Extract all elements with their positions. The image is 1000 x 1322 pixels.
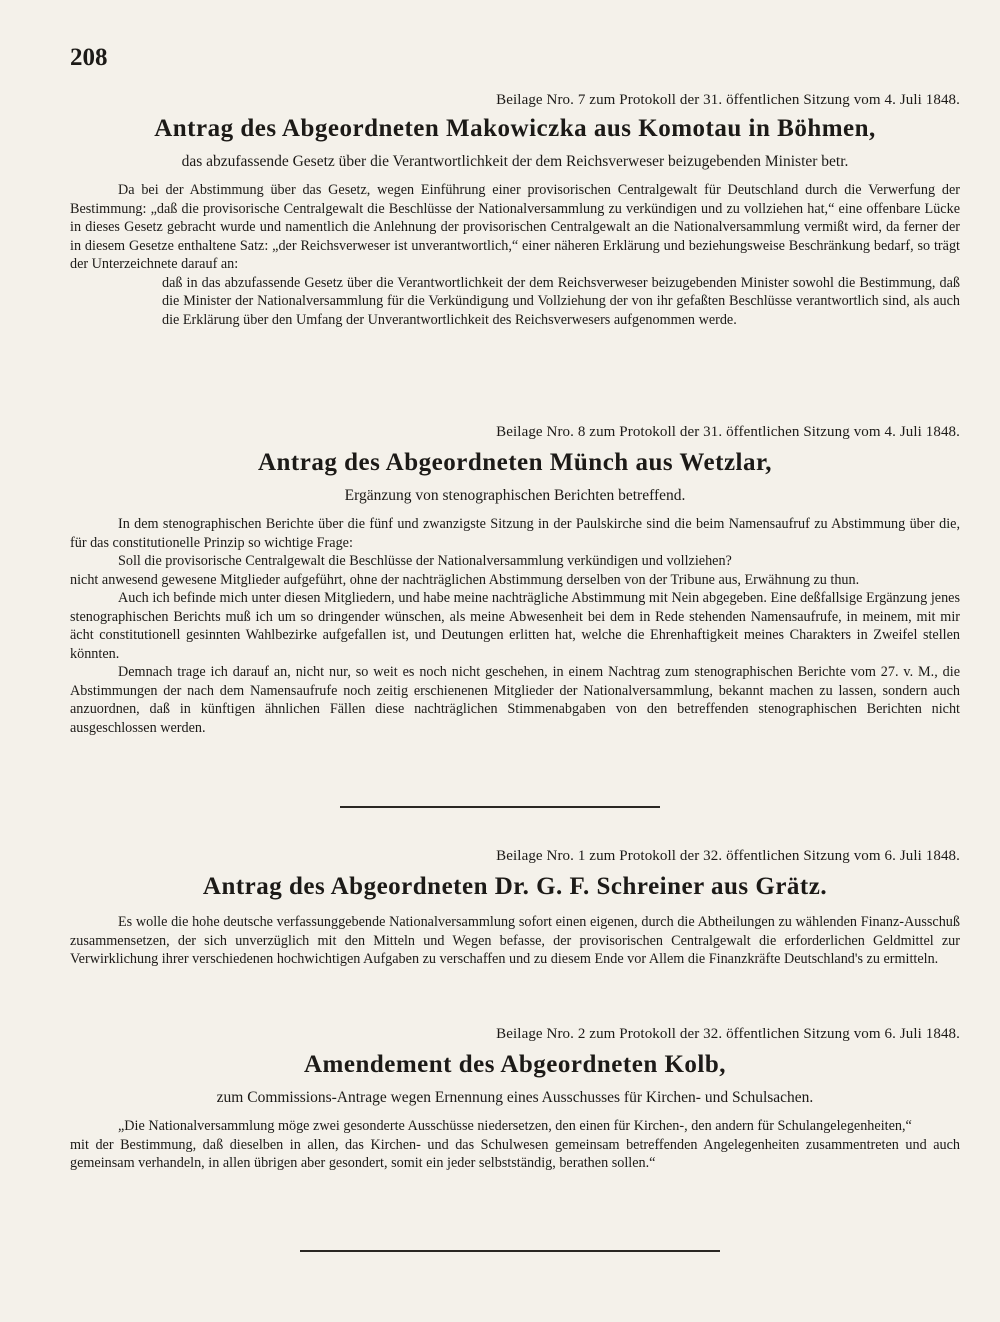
- section-4-title: Amendement des Abgeordneten Kolb,: [303, 1051, 727, 1078]
- paragraph: Es wolle die hohe deutsche verfassunggebende Nationalversammlung sofort einen eigenen, durch die Abtheilungen zu wählenden Finanz-Ausschuß zusammensetzen, der sich unverzüglich mit den Mitteln und Wegen befasse, der provisorischen Centralgewalt die erforderlichen Geldmittel zur Verwirklichung ihrer verschiedenen hochwichtigen Aufgaben zu verschaffen und zu diesem Ende vor Allem die Finanzkräfte Deutschland's zu ermitteln.: [70, 914, 960, 967]
- paragraph: Demnach trage ich darauf an, nicht nur, so weit es noch nicht geschehen, in einem Nachtrag zum stenographischen Berichte vom 27. v. M., die Abstimmungen der nach dem Namensaufrufe noch zeitig erschienenen Mitglieder der Nationalversammlung, bekannt machen zu lassen, sondern auch anzuordnen, daß in künftigen ähnlichen Fällen diese nachträglichen Stimmenabgaben von den betreffenden stenographischen Berichten nicht ausgeschlossen werden.: [70, 664, 960, 736]
- section-4-reference: Beilage Nro. 2 zum Protokoll der 32. öffentlichen Sitzung vom 6. Juli 1848.: [496, 1026, 960, 1042]
- paragraph: In dem stenographischen Berichte über die fünf und zwanzigste Sitzung in der Paulskirche sind die beim Namensaufruf zu Abstimmung über die, für das constitutionelle Prinzip so wichtige Frage:: [70, 516, 960, 551]
- paragraph: Auch ich befinde mich unter diesen Mitgliedern, und habe meine nachträgliche Abstimmung mit Nein abgegeben. Eine deßfallsige Ergänzung jenes stenographischen Berichts muß ich um so dringender wünschen, als meine Abwesenheit bei dem in Rede stehenden Namensaufrufe, in meinem, mit mir ächt constitutionell gesinnten Wahlbezirke aufgefallen ist, und Deutungen erlitten hat, welche die Ehrenhaftigkeit meines Charakters in Zweifel stellen könnten.: [70, 590, 960, 662]
- section-4: [70, 1026, 960, 1173]
- section-3-body: [70, 913, 960, 969]
- section-2-subtitle: Ergänzung von stenographischen Berichten betreffend.: [344, 487, 686, 504]
- section-4-body: [70, 1117, 960, 1173]
- section-1-body: [70, 181, 960, 329]
- section-4-subtitle: zum Commissions-Antrage wegen Ernennung eines Ausschusses für Kirchen- und Schulsachen.: [216, 1089, 814, 1106]
- section-1-reference: Beilage Nro. 7 zum Protokoll der 31. öffentlichen Sitzung vom 4. Juli 1848.: [496, 92, 960, 108]
- section-divider: [300, 1250, 720, 1252]
- paragraph: Da bei der Abstimmung über das Gesetz, wegen Einführung einer provisorischen Centralgewalt für Deutschland durch die Verwerfung der Bestimmung: „daß die provisorische Centralgewalt die Beschlüsse der Nationalversammlung zu verkündigen und zu vollziehen hat,“ eine offenbare Lücke in dieses Gesetz gebracht wurde und namentlich die Anlehnung der provisorischen Centralgewalt an die Nationalversammlung vermißt wird, da ferner der in diesem Gesetze enthaltene Satz: „der Reichsverweser ist unverantwortlich,“ einer näheren Erklärung und beziehungsweise Beschränkung bedarf, so trägt der Unterzeichnete darauf an:: [70, 182, 960, 272]
- paragraph: Soll die provisorische Centralgewalt die Beschlüsse der Nationalversammlung verkündigen und vollziehen?: [118, 553, 732, 569]
- section-2: [70, 424, 960, 737]
- section-divider: [340, 806, 660, 808]
- paragraph: „Die Nationalversammlung möge zwei gesonderte Ausschüsse niedersetzen, den einen für Kirchen-, den andern für Schulangelegenheiten,“: [118, 1118, 912, 1134]
- section-2-title: Antrag des Abgeordneten Münch aus Wetzlar,: [257, 449, 773, 476]
- section-1-title: Antrag des Abgeordneten Makowiczka aus Komotau in Böhmen,: [154, 115, 876, 142]
- paragraph: mit der Bestimmung, daß dieselben in allen, das Kirchen- und das Schulwesen gemeinsam betreffenden Angelegenheiten zusammentreten und auch gemeinsam verhandeln, in allen übrigen aber gesondert, somit ein jeder selbstständig, berathen sollen.“: [70, 1136, 960, 1171]
- section-3: [70, 848, 960, 969]
- section-1-subtitle: das abzufassende Gesetz über die Verantwortlichkeit der dem Reichsverweser beizugebenden Minister betr.: [181, 153, 849, 170]
- paragraph: nicht anwesend gewesene Mitglieder aufgeführt, ohne der nachträglichen Abstimmung derselben von der Tribune aus, Erwähnung zu thun.: [70, 571, 860, 588]
- section-2-reference: Beilage Nro. 8 zum Protokoll der 31. öffentlichen Sitzung vom 4. Juli 1848.: [496, 424, 960, 440]
- section-3-reference: Beilage Nro. 1 zum Protokoll der 32. öffentlichen Sitzung vom 6. Juli 1848.: [496, 848, 960, 864]
- section-1: [70, 92, 960, 329]
- page-number: 208: [70, 44, 108, 71]
- section-3-title: Antrag des Abgeordneten Dr. G. F. Schreiner aus Grätz.: [202, 873, 828, 900]
- paragraph: daß in das abzufassende Gesetz über die Verantwortlichkeit der dem Reichsverweser beizugebenden Minister sowohl die Bestimmung, daß die Minister der Nationalversammlung für die Verkündigung und Vollziehung der von ihr gefaßten Beschlüsse verantwortlich sind, als auch die Erklärung über den Umfang der Unverantwortlichkeit des Reichsverwesers aufgenommen werde.: [162, 274, 960, 328]
- section-2-body: [70, 515, 960, 737]
